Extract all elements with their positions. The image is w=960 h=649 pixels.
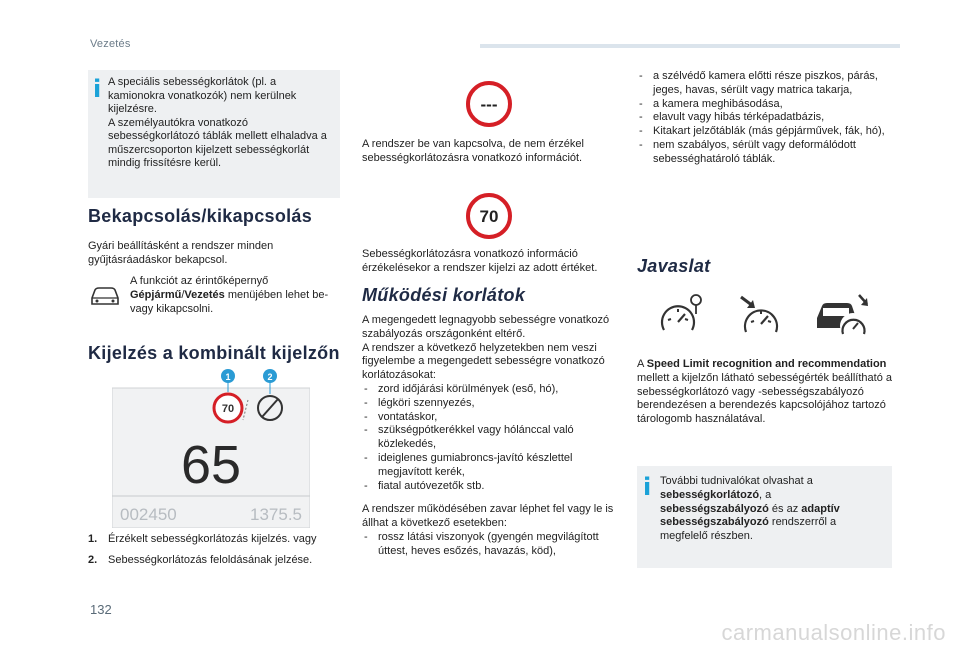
info-text-1: A speciális sebességkorlátok (pl. a kamionokra vonatkozók) nem kerülnek kijelzésre. bbox=[108, 76, 297, 115]
list-item: - elavult vagy hibás térképadatbázis, bbox=[637, 111, 892, 125]
display-trip: 1375.5 bbox=[250, 505, 302, 524]
svg-text:1: 1 bbox=[225, 372, 231, 382]
section-header: Vezetés bbox=[90, 38, 131, 50]
link-adaptive-cruise: adaptív sebességszabályozó bbox=[660, 502, 840, 529]
feature-name: Speed Limit recognition and recommendation bbox=[646, 358, 887, 370]
sign-no-info-icon bbox=[465, 80, 513, 128]
limits-list-continued bbox=[637, 70, 892, 167]
no-info-text: A rendszer be van kapcsolva, de nem érzékel sebességkorlátozásra vonatkozó információt. bbox=[362, 138, 584, 164]
info-box-special-limits bbox=[88, 70, 340, 198]
list-item: - a szélvédő kamera előtti része piszkos, párás, jeges, havas, sérült vagy matrica takarja, bbox=[637, 70, 892, 98]
car-speedometer-icon bbox=[815, 292, 871, 340]
list-item: - Kitakart jelzőtáblák (más gépjárművek, fák, hó), bbox=[637, 125, 892, 139]
car-settings-icon bbox=[88, 282, 122, 308]
info-icon: i bbox=[643, 473, 652, 501]
list-item: - rossz látási viszonyok (gyengén megvilágított úttest, heves esőzés, havazás, köd), bbox=[362, 531, 617, 559]
limits-body: A megengedett legnagyobb sebességre vonatkozó szabályozás országonként eltérő. A rendszer a következő helyzetekben nem veszi figyelembe a megengedett sebességre vonatkozó korlátozásokat: - zord időjárási körülmények (eső, hó), - légköri szennyezés, - vontatáskor, - szükségpótkerékkel vagy hólánccal való közlekedés, - ideiglenes gumiabroncs-javító készlettel megjavított kerék, - fiatal autóvezetők stb. A rendszer működésében zavar léphet fel vagy le is állhat a következő esetekben: - rossz látási viszonyok (gyengén megvilágított úttest, heves esőzés, havazás, köd), bbox=[362, 314, 617, 559]
info-icon: i bbox=[93, 75, 102, 103]
col3-list-wrap bbox=[637, 70, 892, 167]
info-box-see-also: i További tudnivalókat olvashat a sebességkorlátozó, a sebességszabályozó és az adaptív sebességszabályozó rendszerről a megfelelő részben. bbox=[637, 466, 892, 568]
recommendation-text: A Speed Limit recognition and recommendation mellett a kijelzőn látható sebességérték beállítható a sebességkorlátozó vagy -sebességszabályozó berendezésen a berendezés kapcsolójához tartozó tárologomb használatával. bbox=[637, 358, 892, 426]
menu-driving: Vezetés bbox=[184, 288, 225, 301]
cluster-display-illustration bbox=[112, 368, 310, 528]
display-odometer: 002450 bbox=[120, 505, 177, 524]
svg-text:2: 2 bbox=[267, 372, 273, 382]
section-title-display: Kijelzés a kombinált kijelzőn bbox=[88, 343, 340, 363]
header-divider bbox=[480, 44, 900, 48]
section-title-onoff: Bekapcsolás/kikapcsolás bbox=[88, 206, 313, 226]
sign-70-icon bbox=[465, 192, 513, 240]
limits-list bbox=[362, 383, 617, 493]
link-cruise-control: sebességszabályozó bbox=[660, 502, 769, 515]
list-item: - szükségpótkerékkel vagy hólánccal való közlekedés, bbox=[362, 424, 617, 452]
display-legend bbox=[88, 533, 328, 568]
svg-text:70: 70 bbox=[479, 207, 499, 226]
list-item: - vontatáskor, bbox=[362, 411, 617, 425]
speedometer-arrow-icon bbox=[738, 292, 786, 340]
display-sign-value: 70 bbox=[221, 403, 235, 415]
legend-item: 2. Sebességkorlátozás feloldásának jelzése. bbox=[88, 553, 313, 566]
list-item: - ideiglenes gumiabroncs-javító készlettel megjavított kerék, bbox=[362, 452, 617, 480]
info-text-2: A személyautókra vonatkozó sebességkorlátozó táblák mellett elhaladva a műszercsoporton kijelzett sebességkorlát mindig frissítésre kerül. bbox=[108, 116, 327, 169]
detected-text: Sebességkorlátozásra vonatkozó információ érzékelésekor a rendszer kijelzi az adott értéket. bbox=[362, 248, 598, 274]
menu-vehicle: Gépjármű bbox=[130, 288, 182, 301]
section-title-limits: Működési korlátok bbox=[362, 285, 526, 305]
list-item: - légköri szennyezés, bbox=[362, 397, 617, 411]
list-item: - nem szabályos, sérült vagy deformálódott sebességhatároló táblák. bbox=[637, 139, 892, 167]
legend-item: 1. Érzékelt sebességkorlátozás kijelzés. vagy bbox=[88, 533, 317, 545]
onoff-icon-text: A funkciót az érintőképernyő Gépjármű/Vezetés menüjében lehet be- vagy kikapcsolni. bbox=[130, 275, 329, 315]
list-item: - zord időjárási körülmények (eső, hó), bbox=[362, 383, 617, 397]
section-title-recommendation: Javaslat bbox=[637, 256, 711, 276]
speedometer-lightbulb-icon bbox=[658, 292, 706, 340]
page-number: 132 bbox=[90, 602, 112, 617]
watermark: carmanualsonline.info bbox=[721, 620, 946, 645]
svg-text:---: --- bbox=[480, 95, 498, 114]
list-item: - a kamera meghibásodása, bbox=[637, 98, 892, 112]
onoff-text: Gyári beállításként a rendszer minden gyűjtásráadáskor bekapcsol. bbox=[88, 240, 274, 266]
list-item: - fiatal autóvezetők stb. bbox=[362, 480, 617, 494]
limits-list-2 bbox=[362, 531, 617, 559]
link-speed-limiter: sebességkorlátozó bbox=[660, 488, 760, 501]
display-speed: 65 bbox=[180, 435, 242, 495]
